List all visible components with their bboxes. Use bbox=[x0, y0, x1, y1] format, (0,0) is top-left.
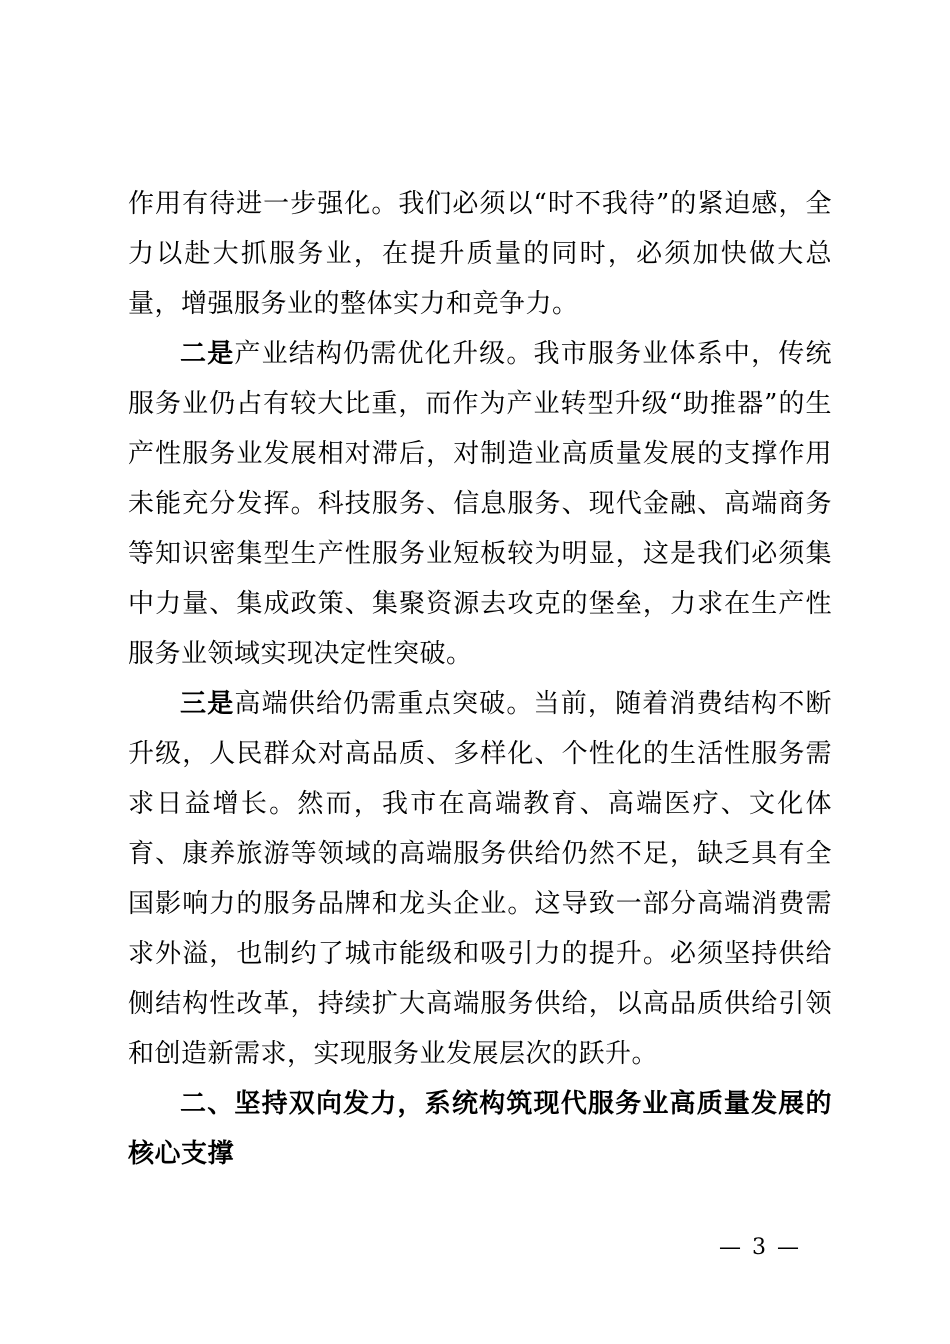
paragraph-point-three bbox=[128, 679, 832, 1079]
paragraph-text: 高端供给仍需重点突破。当前，随着消费结构不断升级，人民群众对高品质、多样化、个性化的生活性服务需求日益增长。然而，我市在高端教育、高端医疗、文化体育、康养旅游等领域的高端服务供给仍然不足，缺乏具有全国影响力的服务品牌和龙头企业。这导致一部分高端消费需求外溢，也制约了城市能级和吸引力的提升。必须坚持供给侧结构性改革，持续扩大高端服务供给，以高品质供给引领和创造新需求，实现服务业发展层次的跃升。 bbox=[128, 689, 832, 1069]
paragraph-point-two bbox=[128, 329, 832, 679]
paragraph-text: 作用有待进一步强化。我们必须以“时不我待”的紧迫感，全力以赴大抓服务业，在提升质量的同时，必须加快做大总量，增强服务业的整体实力和竞争力。 bbox=[128, 189, 832, 319]
page-number: — 3 — bbox=[719, 1235, 801, 1260]
body-text bbox=[128, 179, 832, 1179]
point-two-lead: 二是 bbox=[180, 339, 235, 369]
paragraph-continuation bbox=[128, 179, 832, 329]
point-three-lead: 三是 bbox=[180, 689, 235, 719]
section-heading bbox=[128, 1079, 832, 1179]
paragraph-text: 产业结构仍需优化升级。我市服务业体系中，传统服务业仍占有较大比重，而作为产业转型升级“助推器”的生产性服务业发展相对滞后，对制造业高质量发展的支撑作用未能充分发挥。科技服务、信息服务、现代金融、高端商务等知识密集型生产性服务业短板较为明显，这是我们必须集中力量、集成政策、集聚资源去攻克的堡垒，力求在生产性服务业领域实现决定性突破。 bbox=[128, 339, 832, 669]
section-heading-text: 二、坚持双向发力，系统构筑现代服务业高质量发展的核心支撑 bbox=[128, 1089, 832, 1169]
